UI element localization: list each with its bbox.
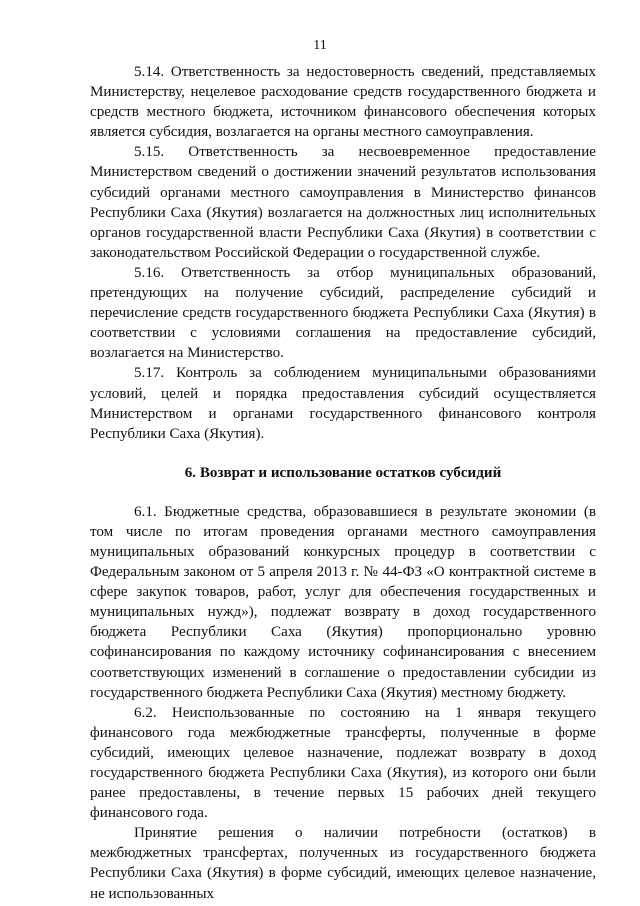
document-body (90, 62, 596, 904)
paragraph-5-17: 5.17. Контроль за соблюдением муниципальными образованиями условий, целей и порядка предоставления субсидий осуществляется Министерством и органами государственного финансового контроля Республики Саха (Якутия). (90, 365, 596, 442)
paragraph-5-15: 5.15. Ответственность за несвоевременное предоставление Министерством сведений о достижении значений результатов использования субсидий органами местного самоуправления в Министерство финансов Республики Саха (Якутия) возлагается на должностных лиц исполнительных органов государственной власти Республики Саха (Якутия) в соответствии с законодательством Российской Федерации о государственной службе. (90, 144, 596, 261)
paragraph-6-2: 6.2. Неиспользованные по состоянию на 1 января текущего финансового года межбюджетные трансферты, полученные в форме субсидий, имеющих целевое назначение, подлежат возврату в доход государственного бюджета Республики Саха (Якутия), из которого они были ранее предоставлены, в течение первых 15 рабочих дней текущего финансового года. (90, 704, 596, 822)
paragraph-5-16: 5.16. Ответственность за отбор муниципальных образований, претендующих на получение субсидий, распределение субсидий и перечисление средств государственного бюджета Республики Саха (Якутия) в соответствии с условиями соглашения на предоставление субсидий, возлагается на Министерство. (90, 264, 596, 362)
paragraph-6-1: 6.1. Бюджетные средства, образовавшиеся в результате экономии (в том числе по итогам проведения органами местного самоуправления муниципальных образований конкурсных процедур в соответствии с Федеральным законом от 5 апреля 2013 г. № 44-ФЗ «О контрактной системе в сфере закупок товаров, работ, услуг для обеспечения государственных и муниципальных нужд»), подлежат возврату в доход государственного бюджета Республики Саха (Якутия) пропорционально уровню софинансирования по каждому источнику софинансирования с внесением соответствующих изменений в соглашение о предоставлении субсидии из государственного бюджета Республики Саха (Якутия) местному бюджету. (90, 503, 596, 701)
section-heading: 6. Возврат и использование остатков субсидий (184, 464, 502, 481)
paragraph-5-14: 5.14. Ответственность за недостоверность сведений, представляемых Министерству, нецелевое расходование средств государственного бюджета и средств местного бюджета, источником финансового обеспечения которых является субсидия, возлагается на органы местного самоуправления. (90, 64, 596, 141)
paragraph-6-2-continued: Принятие решения о наличии потребности (остатков) в межбюджетных трансфертах, полученных из государственного бюджета Республики Саха (Якутия) в форме субсидий, имеющих целевое назначение, не использованных (90, 825, 596, 902)
page-number: 11 (313, 38, 327, 53)
